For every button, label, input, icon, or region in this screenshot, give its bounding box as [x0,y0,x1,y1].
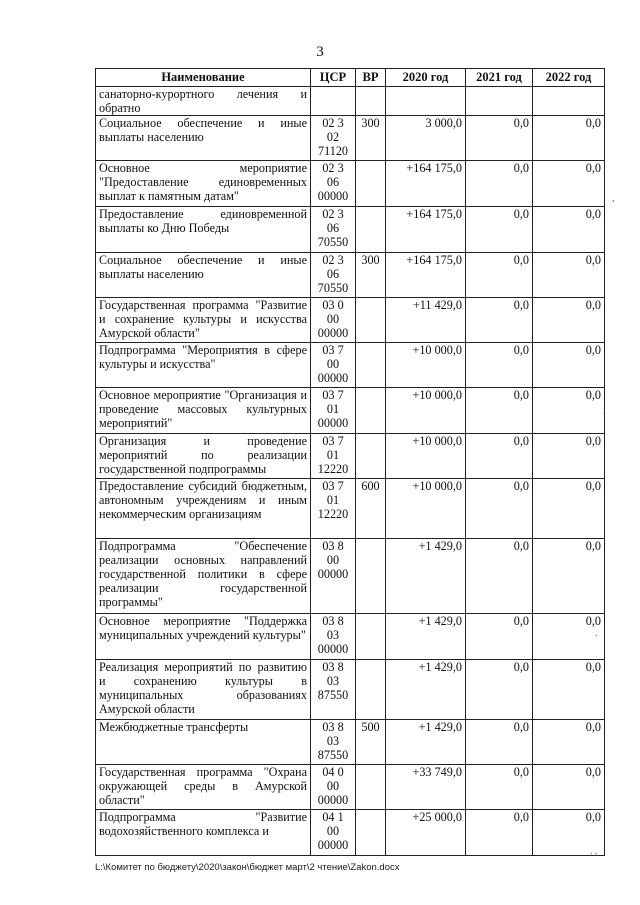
row-name: Реализация мероприятий по развитию и сохранению культуры в муниципальных образованиях Амурской области [96,660,311,720]
column-header-2021: 2021 год [466,69,533,87]
csr-part: 00 [326,824,340,838]
csr-part: 03 8 [322,720,344,734]
row-vr [356,434,386,479]
row-csr [311,388,356,434]
row-2022: 0,0 [533,161,605,207]
csr-part: 06 [326,267,340,281]
csr-part: 02 3 [322,253,344,267]
row-vr [356,207,386,253]
csr-part: 00000 [317,642,349,656]
row-2022: 0,0 [533,660,605,720]
row-vr: 500 [356,720,386,765]
csr-part: 02 3 [322,116,344,130]
row-2021: 0,0 [466,207,533,253]
column-header-2020: 2020 год [386,69,466,87]
csr-part: 12220 [317,462,349,476]
csr-part: 04 0 [322,765,344,779]
table-row [96,720,605,765]
table-row [96,810,605,856]
csr-part: 00 [326,779,340,793]
csr-part: 03 [326,628,340,642]
csr-part: 00000 [317,838,349,852]
csr-part: 02 [326,130,340,144]
row-2021: 0,0 [466,388,533,434]
table-row [96,298,605,343]
row-name: Социальное обеспечение и иные выплаты населению [96,116,311,161]
row-2022: 0,0 [533,343,605,388]
row-2020: +164 175,0 [386,207,466,253]
csr-part: 87550 [317,748,349,762]
row-csr [311,253,356,298]
row-csr [311,720,356,765]
row-2022: 0,0 [533,116,605,161]
column-header-2022: 2022 год [533,69,605,87]
row-2021: 0,0 [466,161,533,207]
table-row [96,343,605,388]
row-name: Организация и проведение мероприятий по реализации государственной подпрограммы [96,434,311,479]
row-name: санаторно-курортного лечения и обратно [96,87,311,116]
row-name: Основное мероприятие "Предоставление единовременных выплат к памятным датам" [96,161,311,207]
row-2022: 0,0 [533,388,605,434]
row-2021: 0,0 [466,539,533,614]
csr-part: 03 0 [322,298,344,312]
row-2020: 3 000,0 [386,116,466,161]
row-vr [356,298,386,343]
csr-part: 70550 [317,281,349,295]
row-2021: 0,0 [466,765,533,810]
row-csr [311,660,356,720]
table-row [96,539,605,614]
csr-part: 01 [326,402,340,416]
row-2022 [533,87,605,116]
csr-part: 01 [326,448,340,462]
row-2021: 0,0 [466,720,533,765]
row-csr [311,765,356,810]
row-2022: 0,0 [533,253,605,298]
row-csr [311,161,356,207]
csr-part: 00 [326,357,340,371]
table-row [96,660,605,720]
csr-part: 00 [326,553,340,567]
csr-part: 03 7 [322,479,344,493]
row-name: Подпрограмма "Развитие водохозяйственного комплекса и [96,810,311,856]
row-2020: +25 000,0 [386,810,466,856]
row-name: Государственная программа "Развитие и сохранение культуры и искусства Амурской области" [96,298,311,343]
row-2020: +1 429,0 [386,539,466,614]
csr-part: 02 3 [322,161,344,175]
table-row [96,116,605,161]
row-2021 [466,87,533,116]
row-2022: 0,0 [533,614,605,660]
row-name: Межбюджетные трансферты [96,720,311,765]
row-vr: 600 [356,479,386,539]
row-2020: +10 000,0 [386,343,466,388]
csr-part: 03 [326,734,340,748]
row-vr [356,765,386,810]
csr-part: 03 7 [322,388,344,402]
row-csr [311,434,356,479]
row-2022: 0,0 [533,810,605,856]
csr-part: 06 [326,221,340,235]
table-row [96,614,605,660]
table-row [96,479,605,539]
table-row [96,434,605,479]
csr-part: 12220 [317,507,349,521]
row-2020: +164 175,0 [386,161,466,207]
row-2021: 0,0 [466,479,533,539]
row-2021: 0,0 [466,434,533,479]
row-name: Социальное обеспечение и иные выплаты населению [96,253,311,298]
row-2020: +10 000,0 [386,434,466,479]
row-2022: 0,0 [533,298,605,343]
row-2021: 0,0 [466,614,533,660]
row-2022: 0,0 [533,207,605,253]
csr-part: 71120 [317,144,349,158]
row-csr [311,479,356,539]
row-2020: +11 429,0 [386,298,466,343]
csr-part: 00000 [317,326,349,340]
row-2021: 0,0 [466,810,533,856]
csr-part: 00 [326,312,340,326]
csr-part: 00000 [317,416,349,430]
row-vr [356,388,386,434]
row-2021: 0,0 [466,253,533,298]
row-name: Государственная программа "Охрана окружающей среды в Амурской области" [96,765,311,810]
row-csr [311,810,356,856]
table-body [96,87,605,856]
table-row [96,207,605,253]
row-2021: 0,0 [466,343,533,388]
row-vr [356,614,386,660]
row-vr [356,343,386,388]
table-row [96,388,605,434]
row-name: Подпрограмма "Мероприятия в сфере культуры и искусства" [96,343,311,388]
csr-part: 00000 [317,371,349,385]
row-2020: +1 429,0 [386,660,466,720]
csr-part: 70550 [317,235,349,249]
row-2021: 0,0 [466,116,533,161]
row-vr [356,810,386,856]
row-name: Предоставление единовременной выплаты ко Дню Победы [96,207,311,253]
row-name: Предоставление субсидий бюджетным, автономным учреждениям и иным некоммерческим организациям [96,479,311,539]
row-2021: 0,0 [466,298,533,343]
row-2020: +33 749,0 [386,765,466,810]
csr-part: 01 [326,493,340,507]
row-vr [356,660,386,720]
column-header-vr: ВР [356,69,386,87]
row-vr [356,539,386,614]
row-csr [311,343,356,388]
row-csr [311,539,356,614]
row-2020: +1 429,0 [386,720,466,765]
row-2022: 0,0 [533,720,605,765]
row-2022: 0,0 [533,539,605,614]
row-csr [311,87,356,116]
column-header-name: Наименование [96,69,311,87]
row-csr [311,298,356,343]
row-2020: +10 000,0 [386,388,466,434]
row-csr [311,207,356,253]
page-number: 3 [316,44,324,60]
csr-part: 00000 [317,793,349,807]
row-2020: +164 175,0 [386,253,466,298]
csr-part: 03 8 [322,660,344,674]
table-row [96,87,605,116]
row-2022: 0,0 [533,479,605,539]
row-2020: +1 429,0 [386,614,466,660]
row-2020 [386,87,466,116]
csr-part: 03 8 [322,539,344,553]
row-2022: 0,0 [533,765,605,810]
row-name: Основное мероприятие "Поддержка муниципальных учреждений культуры" [96,614,311,660]
scan-mark: . . [590,846,598,857]
row-2022: 0,0 [533,434,605,479]
csr-part: 02 3 [322,207,344,221]
table-row [96,765,605,810]
row-vr: 300 [356,116,386,161]
row-csr [311,116,356,161]
budget-table [95,68,605,856]
csr-part: 00000 [317,189,349,203]
row-vr [356,87,386,116]
csr-part: 04 1 [322,810,344,824]
table-header-row [96,69,605,87]
table-row [96,161,605,207]
row-csr [311,614,356,660]
csr-part: 06 [326,175,340,189]
row-2020: +10 000,0 [386,479,466,539]
row-name: Основное мероприятие "Организация и проведение массовых культурных мероприятий" [96,388,311,434]
column-header-csr: ЦСР [311,69,356,87]
table-row [96,253,605,298]
row-2021: 0,0 [466,660,533,720]
scan-mark: . [595,628,598,639]
csr-part: 00000 [317,567,349,581]
row-name: Подпрограмма "Обеспечение реализации основных направлений государственной политики в сфере реализации государственной программы" [96,539,311,614]
row-vr: 300 [356,253,386,298]
scan-mark: . [603,406,606,417]
csr-part: 03 7 [322,343,344,357]
csr-part: 87550 [317,688,349,702]
csr-part: 03 [326,674,340,688]
footer-file-path: L:\Комитет по бюджету\2020\закон\бюджет март\2 чтение\Zakon.docx [95,862,400,873]
scan-mark: , [612,193,615,204]
csr-part: 03 7 [322,434,344,448]
csr-part: 03 8 [322,614,344,628]
row-vr [356,161,386,207]
